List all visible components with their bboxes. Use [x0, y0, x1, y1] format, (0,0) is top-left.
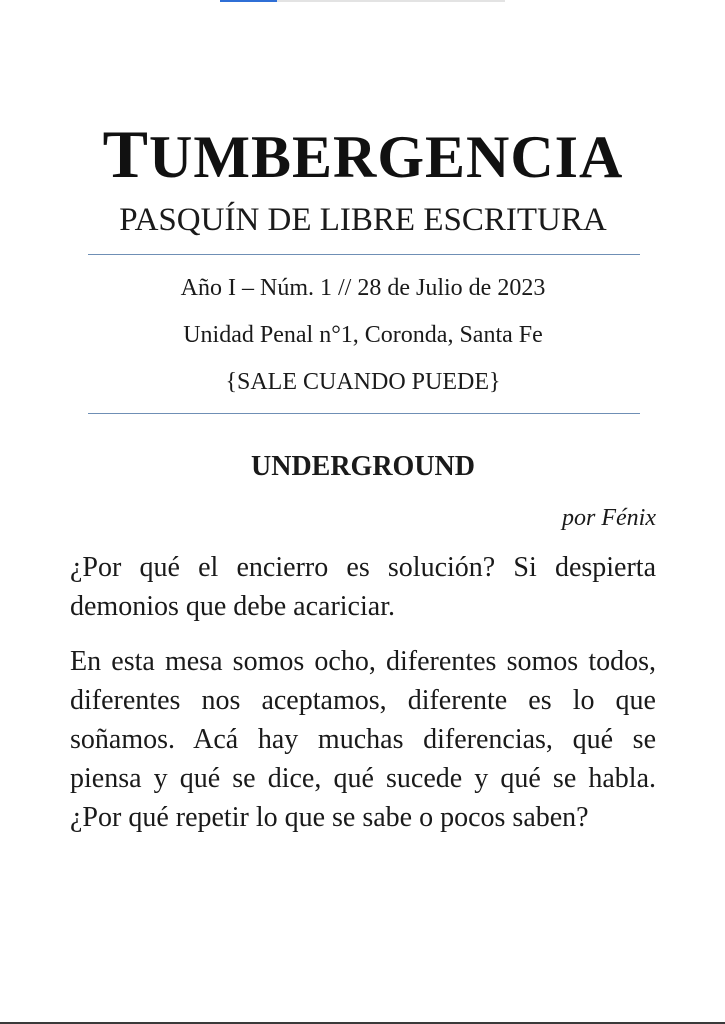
article-paragraph: En esta mesa somos ocho, diferentes somos todos, diferentes nos aceptamos, diferente es lo que soñamos. Acá hay muchas diferencias, qué se piensa y qué se dice, qué sucede y qué se habla. ¿Por qué repetir lo que se sabe o pocos saben? [70, 646, 656, 833]
article-byline: por Fénix [562, 505, 656, 531]
masthead-subtitle: PASQUÍN DE LIBRE ESCRITURA [119, 202, 607, 238]
masthead-title-rest: UMBERGENCIA [149, 124, 624, 190]
issue-location: Unidad Penal n°1, Coronda, Santa Fe [183, 322, 543, 348]
article-title: UNDERGROUND [251, 451, 475, 482]
reading-progress-fill [220, 0, 277, 2]
issue-number-date: Año I – Núm. 1 // 28 de Julio de 2023 [180, 275, 546, 301]
divider-top [88, 254, 640, 255]
issue-frequency: {SALE CUANDO PUEDE} [225, 369, 501, 395]
divider-bottom [88, 413, 640, 414]
masthead-title [70, 118, 656, 193]
masthead-title-initial: T [102, 116, 149, 192]
reading-progress-bar [220, 0, 505, 2]
article-paragraph: ¿Por qué el encierro es solución? Si despierta demonios que debe acariciar. [70, 552, 656, 622]
